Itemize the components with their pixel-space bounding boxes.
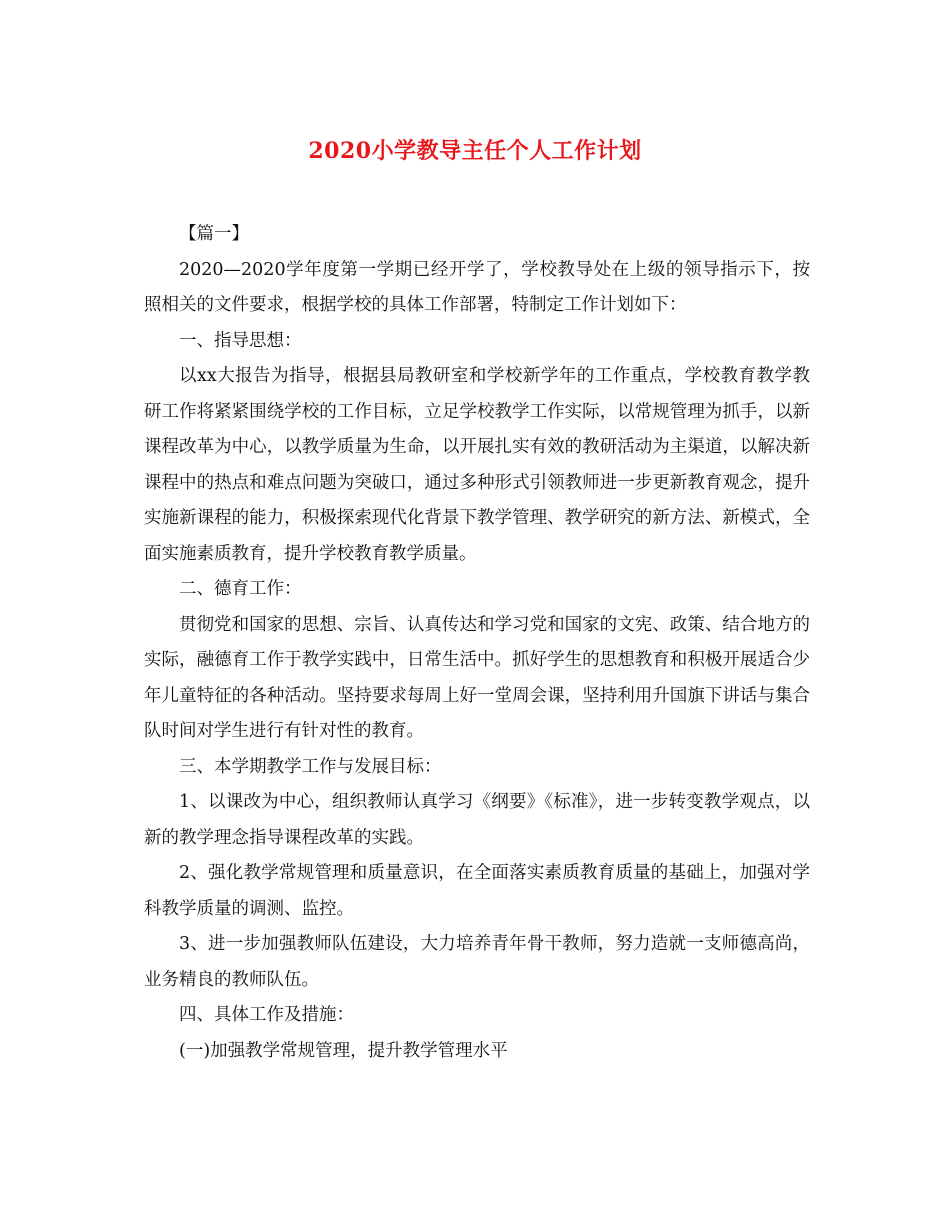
heading-specific-measures: 四、具体工作及措施：	[179, 1005, 354, 1025]
moral-education-paragraph: 贯彻党和国家的思想、宗旨、认真传达和学习党和国家的文宪、政策、结合地方的实际，融德育工作于教学实践中，日常生活中。抓好学生的思想教育和积极开展适合少年儿童特征的各种活动。坚持要求每周上好一堂周会课，坚持利用升国旗下讲话与集合队时间对学生进行有针对性的教育。	[144, 614, 810, 741]
heading-moral-education: 二、德育工作：	[179, 579, 302, 599]
goal-item-3: 3、进一步加强教师队伍建设，大力培养青年骨干教师，努力造就一支师德高尚，业务精良的教师队伍。	[144, 934, 810, 990]
heading-semester-goals: 三、本学期教学工作与发展目标：	[179, 756, 442, 777]
goal-item-1: 1、以课改为中心，组织教师认真学习《纲要》《标准》，进一步转变教学观点，以新的教学理念指导课程改革的实践。	[144, 792, 810, 848]
section-label: 【篇一】	[179, 224, 249, 244]
guiding-ideology-paragraph: 以xx大报告为指导，根据县局教研室和学校新学年的工作重点，学校教育教学教研工作将紧紧围绕学校的工作目标，立足学校教学工作实际，以常规管理为抓手，以新课程改革为中心，以教学质量为生命，以开展扎实有效的教研活动为主渠道，以解决新课程中的热点和难点问题为突破口，通过多种形式引领教师进一步更新教育观念，提升实施新课程的能力，积极探索现代化背景下教学管理、教学研究的新方法、新模式，全面实施素质教育，提升学校教育教学质量。	[144, 366, 810, 564]
goal-item-2: 2、强化教学常规管理和质量意识，在全面落实素质教育质量的基础上，加强对学科教学质量的调测、监控。	[144, 863, 810, 919]
measure-subheading-1: (一)加强教学常规管理，提升教学管理水平	[179, 1040, 508, 1061]
heading-guiding-ideology: 一、指导思想：	[179, 330, 302, 351]
document-title: 2020小学教导主任个人工作计划	[308, 138, 642, 164]
intro-paragraph: 2020—2020学年度第一学期已经开学了，学校教导处在上级的领导指示下，按照相关的文件要求，根据学校的具体工作部署，特制定工作计划如下：	[144, 259, 810, 315]
document-body	[144, 217, 810, 1069]
